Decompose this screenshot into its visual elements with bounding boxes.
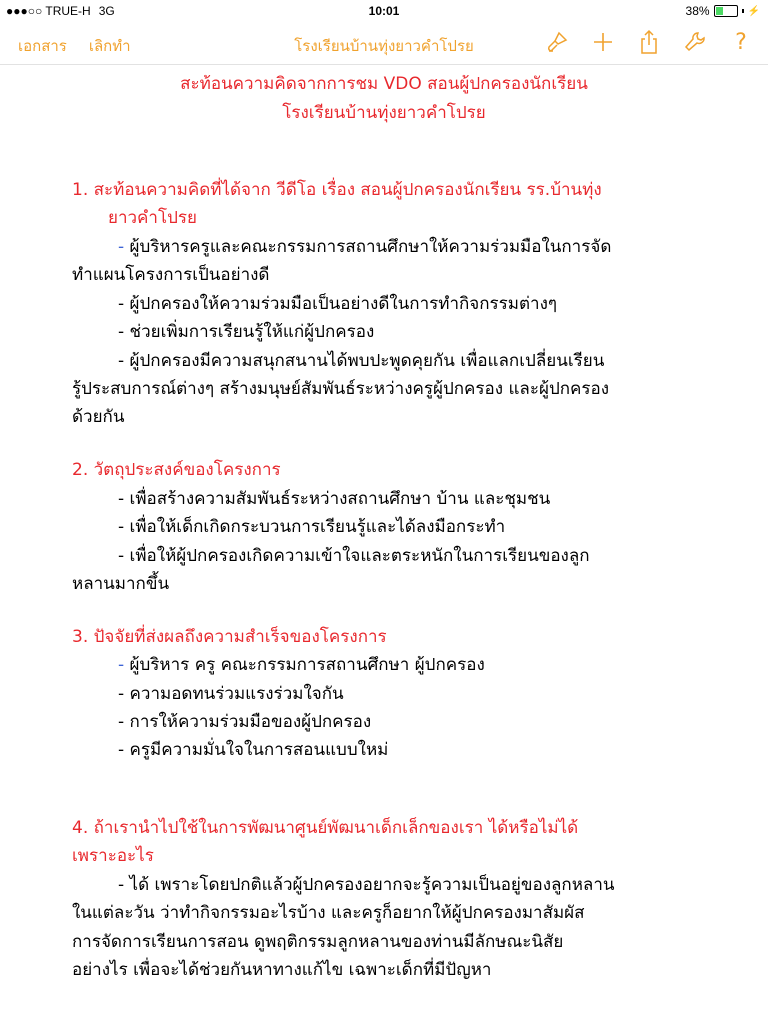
s4-paragraph-line3: การจัดการเรียนการสอน ดูพฤติกรรมลูกหลานของท่านมีลักษณะนิสัย [72, 932, 564, 952]
brush-icon[interactable] [544, 29, 570, 55]
document-body[interactable] [0, 64, 768, 1024]
bullet-dash: - [118, 655, 125, 675]
s3-bullet1 [118, 651, 485, 680]
s2-heading: 2. วัตถุประสงค์ของโครงการ [72, 460, 281, 480]
battery-icon [714, 5, 738, 17]
documents-button[interactable]: เอกสาร [18, 37, 67, 55]
carrier-label: ●●●○○ TRUE-H [6, 4, 91, 18]
s3-bullet1-text: ผู้บริหาร ครู คณะกรรมการสถานศึกษา ผู้ปกครอง [124, 655, 485, 675]
bullet-dash: - [118, 237, 125, 257]
s1-bullet1-text: ผู้บริหารครูและคณะกรรมการสถานศึกษาให้ความร่วมมือในการจัด [124, 237, 612, 257]
s4-paragraph-line4: อย่างไร เพื่อจะได้ช่วยกันหาทางแก้ไข เฉพาะเด็กที่มีปัญหา [72, 960, 492, 980]
s3-bullet2: - ความอดทนร่วมแรงร่วมใจกัน [118, 684, 344, 704]
s2-bullet3-line2: หลานมากขึ้น [72, 574, 170, 594]
s1-bullet4-line1: - ผู้ปกครองมีความสนุกสนานได้พบปะพูดคุยกัน เพื่อแลกเปลี่ยนเรียน [118, 351, 605, 371]
status-time: 10:01 [368, 4, 400, 18]
undo-button[interactable]: เลิกทำ [88, 37, 131, 55]
toolbar [0, 22, 768, 65]
s1-bullet4-line3: ด้วยกัน [72, 407, 125, 427]
s4-paragraph-line1: - ได้ เพราะโดยปกติแล้วผู้ปกครองอยากจะรู้ความเป็นอยู่ของลูกหลาน [118, 875, 615, 895]
help-icon[interactable]: ? [735, 29, 747, 55]
s3-bullet3: - การให้ความร่วมมือของผู้ปกครอง [118, 712, 372, 732]
s2-bullet1: - เพื่อสร้างความสัมพันธ์ระหว่างสถานศึกษา บ้าน และชุมชน [118, 489, 551, 509]
charging-icon: ⚡ [747, 5, 760, 17]
battery-fill [716, 7, 724, 15]
wrench-icon[interactable] [682, 29, 708, 55]
status-right [686, 4, 760, 18]
status-bar [0, 0, 768, 22]
s2-bullet3-line1: - เพื่อให้ผู้ปกครองเกิดความเข้าใจและตระหนักในการเรียนของลูก [118, 546, 590, 566]
s2-bullet2: - เพื่อให้เด็กเกิดกระบวนการเรียนรู้และได้ลงมือกระทำ [118, 517, 506, 537]
doc-title-line1: สะท้อนความคิดจากการชม VDO สอนผู้ปกครองนักเรียน [180, 74, 588, 94]
s3-bullet4: - ครูมีความมั่นใจในการสอนแบบใหม่ [118, 740, 389, 760]
doc-title-line2: โรงเรียนบ้านทุ่งยาวคำโปรย [282, 102, 486, 123]
s4-heading-line1: 4. ถ้าเรานำไปใช้ในการพัฒนาศูนย์พัฒนาเด็กเล็กของเรา ได้หรือไม่ได้ [72, 818, 579, 838]
battery-tip [742, 9, 744, 13]
network-label: 3G [98, 4, 115, 18]
s1-bullet3: - ช่วยเพิ่มการเรียนรู้ให้แก่ผู้ปกครอง [118, 322, 375, 342]
s1-heading-line2: ยาวคำโปรย [108, 208, 197, 228]
document-title[interactable]: โรงเรียนบ้านทุ่งยาวคำโปรย [294, 37, 474, 55]
s1-bullet1-line2: ทำแผนโครงการเป็นอย่างดี [72, 265, 270, 285]
s4-heading-line2: เพราะอะไร [72, 846, 154, 866]
plus-icon[interactable] [590, 29, 616, 55]
s1-bullet4-line2: รู้ประสบการณ์ต่างๆ สร้างมนุษย์สัมพันธ์ระหว่างครูผู้ปกครอง และผู้ปกครอง [72, 379, 610, 399]
battery-percent: 38% [685, 4, 710, 18]
share-icon[interactable] [636, 29, 662, 55]
s1-heading-line1: 1. สะท้อนความคิดที่ได้จาก วีดีโอ เรื่อง สอนผู้ปกครองนักเรียน รร.บ้านทุ่ง [72, 180, 602, 200]
s4-paragraph-line2: ในแต่ละวัน ว่าทำกิจกรรมอะไรบ้าง และครูก็อยากให้ผู้ปกครองมาสัมผัส [72, 903, 585, 923]
s1-bullet2: - ผู้ปกครองให้ความร่วมมือเป็นอย่างดีในการทำกิจกรรมต่างๆ [118, 294, 558, 314]
s3-heading: 3. ปัจจัยที่ส่งผลถึงความสำเร็จของโครงการ [72, 627, 387, 647]
s1-bullet1-line1 [118, 233, 611, 262]
